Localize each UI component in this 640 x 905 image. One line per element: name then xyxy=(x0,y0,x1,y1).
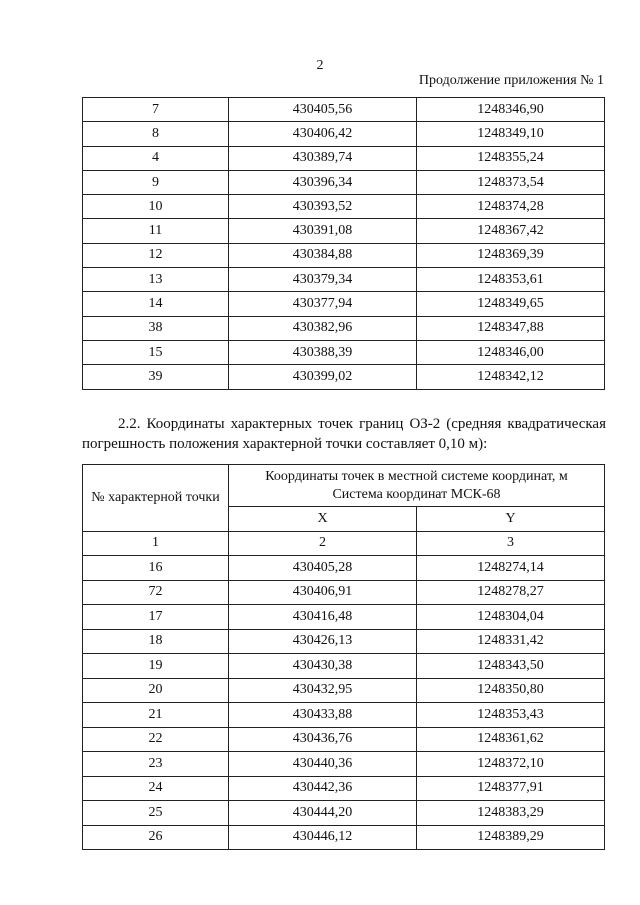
x-coordinate-cell: 430406,91 xyxy=(229,580,417,605)
x-coordinate-cell: 430393,52 xyxy=(229,195,417,219)
table-row xyxy=(83,243,605,267)
x-coordinate-cell: 430399,02 xyxy=(229,365,417,389)
y-coordinate-cell: 1248349,65 xyxy=(417,292,605,316)
point-number-cell: 17 xyxy=(83,605,229,630)
table-row xyxy=(83,727,605,752)
point-number-cell: 72 xyxy=(83,580,229,605)
x-coordinate-cell: 430405,28 xyxy=(229,556,417,581)
point-number-cell: 22 xyxy=(83,727,229,752)
y-coordinate-cell: 1248346,90 xyxy=(417,98,605,122)
y-coordinate-cell: 1248346,00 xyxy=(417,340,605,364)
table-row xyxy=(83,580,605,605)
table-row xyxy=(83,605,605,630)
x-coordinate-cell: 430379,34 xyxy=(229,268,417,292)
header-y: Y xyxy=(417,507,605,532)
column-number-2: 2 xyxy=(229,531,417,556)
table-row xyxy=(83,292,605,316)
point-number-cell: 19 xyxy=(83,654,229,679)
x-coordinate-cell: 430426,13 xyxy=(229,629,417,654)
point-number-cell: 8 xyxy=(83,122,229,146)
point-number-cell: 20 xyxy=(83,678,229,703)
section-2-2-body: 2.2. Координаты характерных точек границ ОЗ-2 (средняя квадратическая погрешность положения характерной точки составляет 0,10 м): xyxy=(82,416,606,452)
header-coordinates-line1: Координаты точек в местной системе координат, м xyxy=(265,468,568,484)
y-coordinate-cell: 1248349,10 xyxy=(417,122,605,146)
point-number-cell: 18 xyxy=(83,629,229,654)
table-row xyxy=(83,98,605,122)
y-coordinate-cell: 1248355,24 xyxy=(417,146,605,170)
x-coordinate-cell: 430377,94 xyxy=(229,292,417,316)
table-row xyxy=(83,825,605,850)
table-row xyxy=(83,340,605,364)
x-coordinate-cell: 430446,12 xyxy=(229,825,417,850)
y-coordinate-cell: 1248372,10 xyxy=(417,752,605,777)
point-number-cell: 38 xyxy=(83,316,229,340)
x-coordinate-cell: 430444,20 xyxy=(229,801,417,826)
point-number-cell: 9 xyxy=(83,170,229,194)
table-row xyxy=(83,678,605,703)
x-coordinate-cell: 430433,88 xyxy=(229,703,417,728)
x-coordinate-cell: 430432,95 xyxy=(229,678,417,703)
x-coordinate-cell: 430384,88 xyxy=(229,243,417,267)
x-coordinate-cell: 430430,38 xyxy=(229,654,417,679)
table-row xyxy=(83,219,605,243)
point-number-cell: 39 xyxy=(83,365,229,389)
section-2-2-text xyxy=(82,414,606,454)
y-coordinate-cell: 1248377,91 xyxy=(417,776,605,801)
point-number-cell: 26 xyxy=(83,825,229,850)
table-row xyxy=(83,365,605,389)
y-coordinate-cell: 1248304,04 xyxy=(417,605,605,630)
point-number-cell: 14 xyxy=(83,292,229,316)
x-coordinate-cell: 430389,74 xyxy=(229,146,417,170)
page-number: 2 xyxy=(316,58,324,73)
point-number-cell: 12 xyxy=(83,243,229,267)
table-row xyxy=(83,122,605,146)
point-number-cell: 10 xyxy=(83,195,229,219)
coordinates-table-2 xyxy=(82,464,605,850)
y-coordinate-cell: 1248274,14 xyxy=(417,556,605,581)
y-coordinate-cell: 1248374,28 xyxy=(417,195,605,219)
x-coordinate-cell: 430406,42 xyxy=(229,122,417,146)
table-row xyxy=(83,776,605,801)
table-row xyxy=(83,316,605,340)
x-coordinate-cell: 430442,36 xyxy=(229,776,417,801)
y-coordinate-cell: 1248361,62 xyxy=(417,727,605,752)
y-coordinate-cell: 1248369,39 xyxy=(417,243,605,267)
header-x: X xyxy=(229,507,417,532)
point-number-cell: 7 xyxy=(83,98,229,122)
table-row xyxy=(83,195,605,219)
y-coordinate-cell: 1248342,12 xyxy=(417,365,605,389)
point-number-cell: 4 xyxy=(83,146,229,170)
table-row xyxy=(83,654,605,679)
y-coordinate-cell: 1248367,42 xyxy=(417,219,605,243)
x-coordinate-cell: 430391,08 xyxy=(229,219,417,243)
column-number-3: 3 xyxy=(417,531,605,556)
x-coordinate-cell: 430416,48 xyxy=(229,605,417,630)
x-coordinate-cell: 430388,39 xyxy=(229,340,417,364)
y-coordinate-cell: 1248343,50 xyxy=(417,654,605,679)
y-coordinate-cell: 1248331,42 xyxy=(417,629,605,654)
point-number-cell: 13 xyxy=(83,268,229,292)
y-coordinate-cell: 1248383,29 xyxy=(417,801,605,826)
point-number-cell: 11 xyxy=(83,219,229,243)
x-coordinate-cell: 430440,36 xyxy=(229,752,417,777)
point-number-cell: 16 xyxy=(83,556,229,581)
coordinates-table-1 xyxy=(82,97,605,390)
point-number-cell: 15 xyxy=(83,340,229,364)
y-coordinate-cell: 1248347,88 xyxy=(417,316,605,340)
header-coordinates xyxy=(229,465,605,507)
table-row xyxy=(83,703,605,728)
y-coordinate-cell: 1248373,54 xyxy=(417,170,605,194)
x-coordinate-cell: 430382,96 xyxy=(229,316,417,340)
point-number-cell: 24 xyxy=(83,776,229,801)
x-coordinate-cell: 430396,34 xyxy=(229,170,417,194)
y-coordinate-cell: 1248353,43 xyxy=(417,703,605,728)
y-coordinate-cell: 1248389,29 xyxy=(417,825,605,850)
table-row xyxy=(83,629,605,654)
x-coordinate-cell: 430405,56 xyxy=(229,98,417,122)
x-coordinate-cell: 430436,76 xyxy=(229,727,417,752)
appendix-note: Продолжение приложения № 1 xyxy=(418,73,604,88)
table-row xyxy=(83,556,605,581)
header-point-number: № характерной точки xyxy=(83,465,229,532)
y-coordinate-cell: 1248353,61 xyxy=(417,268,605,292)
table-row xyxy=(83,146,605,170)
table-row xyxy=(83,752,605,777)
column-number-1: 1 xyxy=(83,531,229,556)
table-row xyxy=(83,801,605,826)
table-row xyxy=(83,170,605,194)
point-number-cell: 21 xyxy=(83,703,229,728)
y-coordinate-cell: 1248350,80 xyxy=(417,678,605,703)
point-number-cell: 23 xyxy=(83,752,229,777)
table-row xyxy=(83,268,605,292)
point-number-cell: 25 xyxy=(83,801,229,826)
header-coordinates-line2: Система координат МСК-68 xyxy=(332,486,501,502)
y-coordinate-cell: 1248278,27 xyxy=(417,580,605,605)
